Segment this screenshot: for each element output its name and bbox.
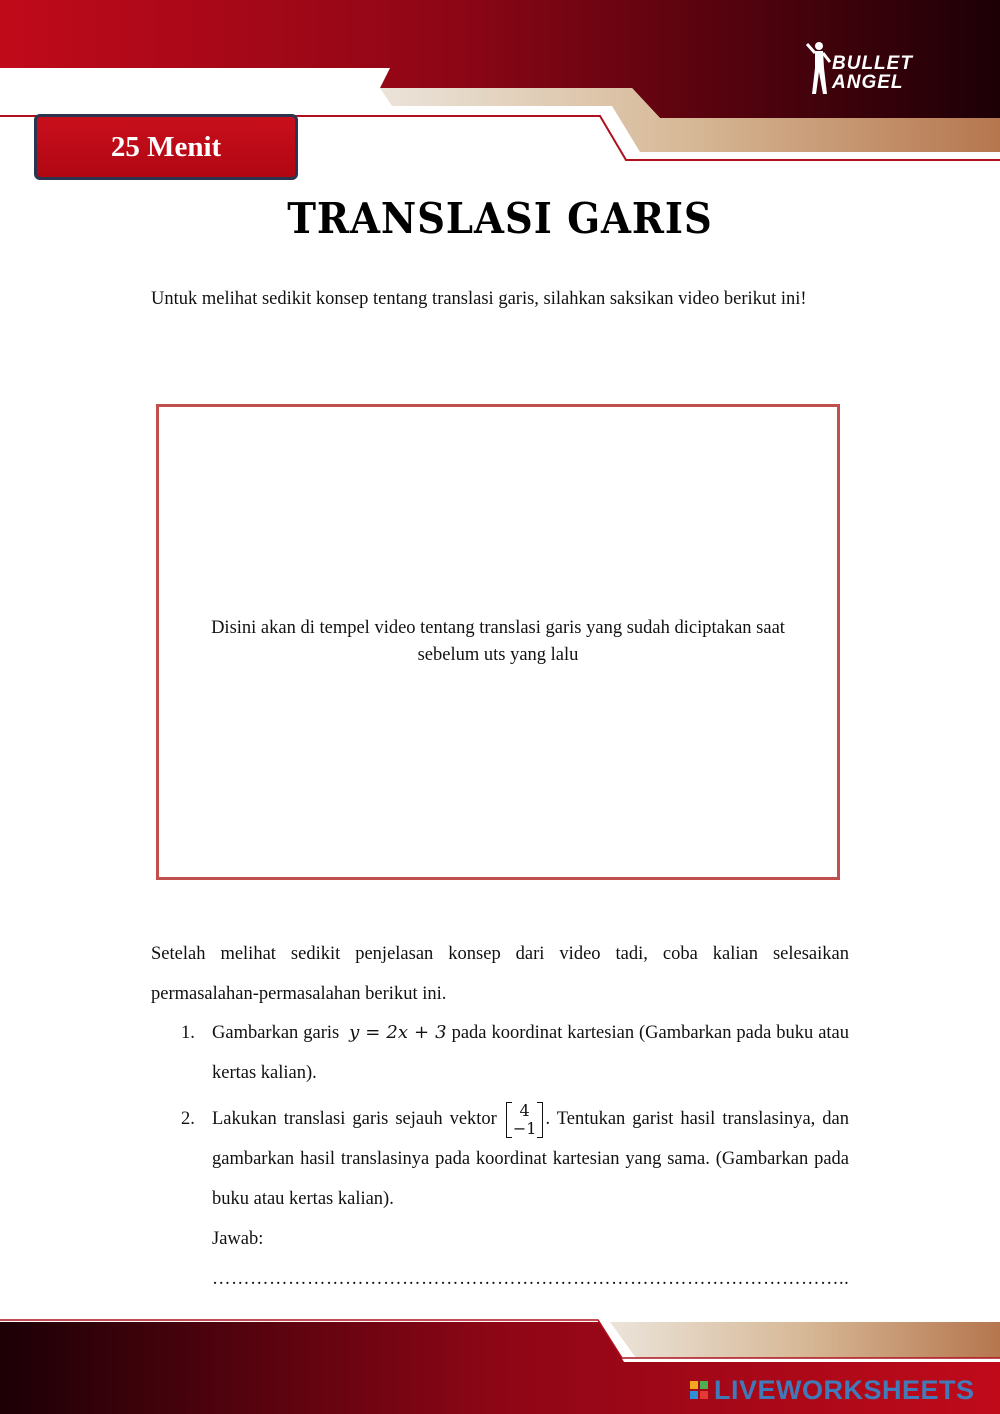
vector-bottom: −1 <box>512 1118 537 1138</box>
vector-top: 4 <box>519 1100 530 1120</box>
question-list <box>151 1013 849 1299</box>
question-text-pre: Gambarkan garis <box>212 1023 340 1043</box>
liveworksheets-icon <box>690 1381 708 1399</box>
brand-logo <box>806 40 946 98</box>
question-text-post: . Tentukan garist hasil translasinya, dan gambarkan hasil translasinya pada koordinat kartesian yang sama. (Gambarkan pada buku atau kertas kalian). <box>212 1109 850 1209</box>
person-figure-icon <box>806 40 832 96</box>
question-item-2 <box>151 1099 849 1219</box>
logo-line1: BULLET <box>832 53 913 74</box>
question-number: 2. <box>181 1109 195 1129</box>
logo-line2: ANGEL <box>832 72 904 93</box>
question-item-1 <box>151 1013 849 1093</box>
equation: y = 2x + 3 <box>349 1022 447 1043</box>
instructions-text: Setelah melihat sedikit penjelasan konsep dari video tadi, coba kalian selesaikan permasalahan-permasalahan berikut ini. <box>151 944 849 1004</box>
translation-vector <box>506 1102 544 1138</box>
question-text-post: pada koordinat kartesian (Gambarkan pada buku atau kertas kalian). <box>212 1023 850 1083</box>
page-title: TRANSLASI GARIS <box>287 194 713 243</box>
answer-label: Jawab: <box>212 1229 264 1249</box>
time-label: 25 Menit <box>110 130 222 163</box>
video-placeholder[interactable] <box>156 404 840 880</box>
watermark-text: LIVEWORKSHEETS <box>714 1374 975 1405</box>
answer-line[interactable]: ……………………………………………………………………………………….. <box>212 1269 849 1289</box>
question-number: 1. <box>181 1023 195 1043</box>
intro-text: Untuk melihat sedikit konsep tentang translasi garis, silahkan saksikan video berikut ini! <box>151 289 807 309</box>
question-text-pre: Lakukan translasi garis sejauh vektor <box>212 1109 497 1129</box>
liveworksheets-watermark <box>690 1376 975 1404</box>
video-placeholder-text: Disini akan di tempel video tentang translasi garis yang sudah diciptakan saat sebelum uts yang lalu <box>211 618 785 665</box>
time-badge <box>34 114 298 180</box>
